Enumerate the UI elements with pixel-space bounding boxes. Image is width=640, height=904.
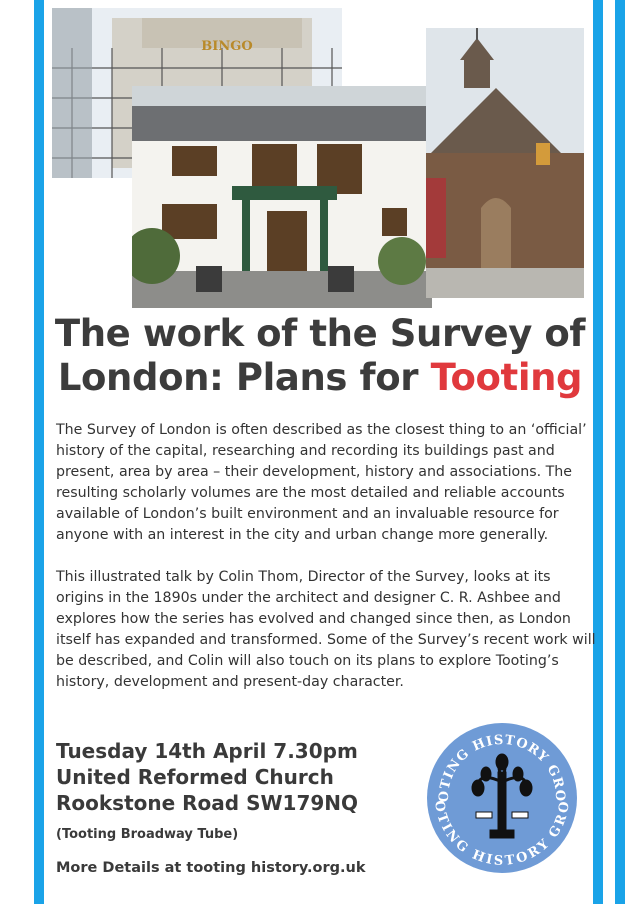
logo-top-text: OTING HISTORY GRO bbox=[436, 732, 568, 803]
title-accent-word: Tooting bbox=[430, 356, 583, 399]
bingo-sign-text: BINGO bbox=[201, 39, 253, 54]
event-date-time: Tuesday 14th April 7.30pm bbox=[56, 739, 358, 763]
title-line-2 bbox=[50, 356, 590, 400]
logo-bottom-text: OTING HISTORY GRO bbox=[431, 799, 573, 869]
page-title bbox=[50, 312, 590, 400]
left-border-bar bbox=[34, 0, 44, 904]
right-border-bar-2 bbox=[615, 0, 625, 904]
event-transport: (Tooting Broadway Tube) bbox=[56, 827, 239, 842]
tooting-history-group-logo bbox=[426, 722, 578, 874]
title-line-2-text: London: Plans for bbox=[57, 356, 419, 399]
photo-white-house bbox=[132, 86, 432, 308]
intro-paragraph: The Survey of London is often described as the closest thing to an ‘official’ history of the capital, researching and recording its buildings past and present, area by area – their development, history and associations. The resulting scholarly volumes are the most detailed and reliable accounts available of London’s built environment and an invaluable resource for anyone with an interest in the city and urban change more generally. bbox=[56, 422, 587, 543]
event-address: Rookstone Road SW179NQ bbox=[56, 791, 359, 815]
more-details-link[interactable]: More Details at tooting history.org.uk bbox=[56, 860, 366, 876]
event-venue: United Reformed Church bbox=[56, 765, 334, 789]
title-line-1: The work of the Survey of bbox=[54, 312, 586, 355]
talk-paragraph: This illustrated talk by Colin Thom, Director of the Survey, looks at its origins in the 1890s under the architect and designer C. R. Ashbee and explores how the series has evolved and changed since then, as London itself has expanded and transformed. Some of the Survey’s recent work will be described, and Colin will also touch on its plans to explore Tooting’s history, development and present-day character. bbox=[56, 569, 596, 690]
event-details bbox=[56, 738, 358, 844]
photo-church bbox=[426, 28, 584, 298]
photo-collage bbox=[52, 8, 584, 308]
